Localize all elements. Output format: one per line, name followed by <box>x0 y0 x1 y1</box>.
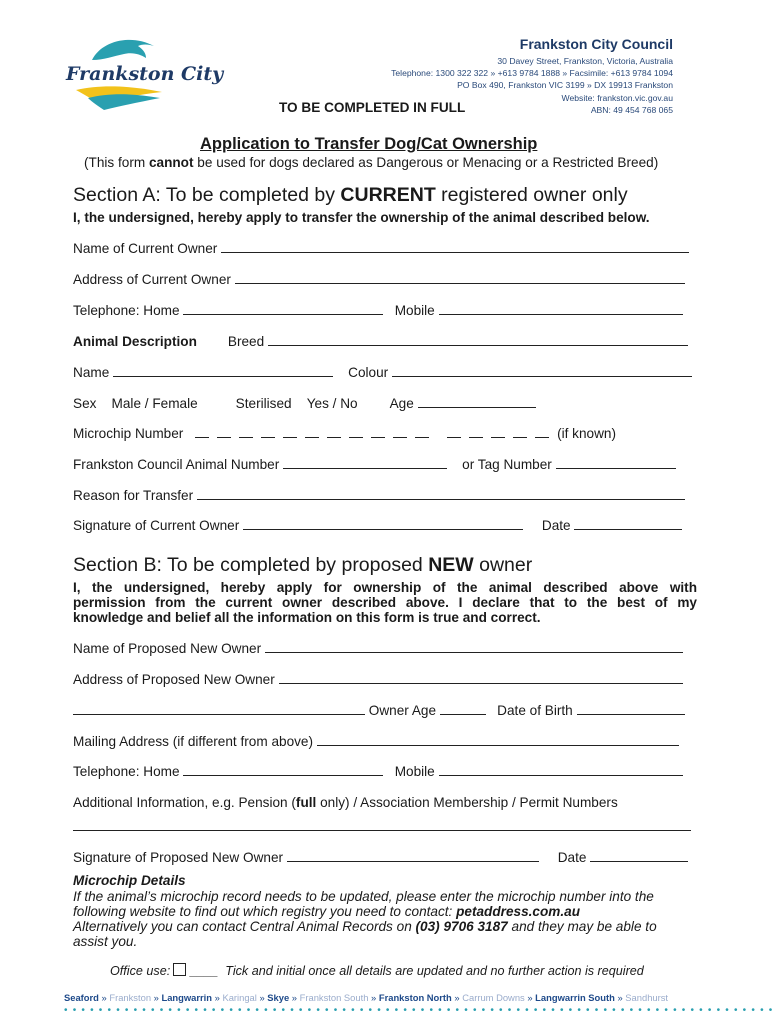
date-of-birth-field[interactable] <box>577 703 685 715</box>
current-owner-signature-row: Signature of Current Owner Date <box>73 518 682 533</box>
council-name: Frankston City Council <box>519 36 673 52</box>
tag-number-field[interactable] <box>556 457 676 469</box>
office-use-checkbox[interactable] <box>173 963 186 976</box>
section-b-declaration-1: I, the undersigned, hereby apply for ownership of the animal described above with <box>73 580 697 595</box>
current-owner-telephone-row: Telephone: Home Mobile <box>73 303 683 318</box>
suburb-langwarrin: Langwarrin <box>161 992 212 1003</box>
age-field[interactable] <box>418 396 536 408</box>
current-owner-name-field[interactable] <box>221 241 689 253</box>
council-abn: ABN: 49 454 768 065 <box>590 104 673 115</box>
animal-name-field[interactable] <box>113 365 333 377</box>
sex-sterilised-age-row: Sex Male / Female Sterilised Yes / No Age <box>73 396 536 411</box>
footer-dotted-divider: •••••••••••••••••••••••••••••••••••••••••••••••••••••••••••••••••••••••••••••••••• <box>64 1005 777 1016</box>
new-owner-name-row: Name of Proposed New Owner <box>73 641 683 656</box>
animal-name-row: Name Colour <box>73 365 692 380</box>
section-b-declaration-2: permission from the current owner described above. I declare that to the best of my <box>73 595 697 610</box>
reason-field[interactable] <box>197 488 685 500</box>
new-owner-address-line2-field[interactable] <box>73 703 365 715</box>
new-owner-mobile-field[interactable] <box>439 764 683 776</box>
microchip-details-heading: Microchip Details <box>73 873 186 888</box>
current-owner-signature-field[interactable] <box>243 518 523 530</box>
page-title: Application to Transfer Dog/Cat Ownership <box>200 135 538 153</box>
sex-options[interactable]: Male / Female <box>111 396 198 411</box>
new-owner-telephone-row: Telephone: Home Mobile <box>73 764 683 779</box>
sterilised-options[interactable]: Yes / No <box>306 396 358 411</box>
council-phone: Telephone: 1300 322 322 » +613 9784 1888 » Facsimile: +613 9784 1094 <box>391 68 673 79</box>
suburb-skye: Skye <box>267 992 290 1003</box>
section-a-declaration: I, the undersigned, hereby apply to transfer the ownership of the animal described below. <box>73 210 650 225</box>
additional-info-label: Additional Information, e.g. Pension (full only) / Association Membership / Permit Numbers <box>73 795 618 810</box>
section-a-heading: Section A: To be completed by CURRENT registered owner only <box>73 184 628 206</box>
central-animal-records-phone: (03) 9706 3187 <box>415 919 508 934</box>
new-owner-address-field[interactable] <box>279 672 683 684</box>
complete-in-full-notice: TO BE COMPLETED IN FULL <box>279 100 466 115</box>
new-owner-address-row: Address of Proposed New Owner <box>73 672 683 687</box>
new-owner-name-field[interactable] <box>265 641 683 653</box>
breed-field[interactable] <box>268 334 688 346</box>
new-owner-signature-field[interactable] <box>287 850 539 862</box>
section-b-declaration-3: knowledge and belief all the information on this form is true and correct. <box>73 610 541 625</box>
new-owner-age-dob-row: Owner Age Date of Birth <box>73 703 685 718</box>
current-owner-mobile-field[interactable] <box>439 303 683 315</box>
current-owner-address-field[interactable] <box>235 272 685 284</box>
microchip-details-line3: Alternatively you can contact Central Animal Records on (03) 9706 3187 and they may be able to <box>73 919 657 934</box>
suburb-langwarrin-south: Langwarrin South <box>535 992 615 1003</box>
new-owner-signature-row: Signature of Proposed New Owner Date <box>73 850 688 865</box>
council-animal-number-field[interactable] <box>283 457 447 469</box>
footer-suburbs: Seaford » Frankston » Langwarrin » Karingal » Skye » Frankston South » Frankston North » Carrum Downs » Langwarrin South » Sandhurst <box>64 992 669 1003</box>
suburb-frankston-south: Frankston South <box>299 992 369 1003</box>
microchip-details-line4: assist you. <box>73 934 138 949</box>
current-owner-name-row: Name of Current Owner <box>73 241 689 256</box>
suburb-frankston: Frankston <box>109 992 152 1003</box>
council-po: PO Box 490, Frankston VIC 3199 » DX 19913 Frankston <box>457 80 673 91</box>
council-number-row: Frankston Council Animal Number or Tag Number <box>73 457 676 472</box>
current-owner-date-field[interactable] <box>574 518 682 530</box>
animal-description-row: Animal Description Breed <box>73 334 688 349</box>
microchip-details-line2: following website to find out which registry you need to contact: petaddress.com.au <box>73 904 581 919</box>
council-website: Website: frankston.vic.gov.au <box>561 92 673 103</box>
wave-teal-icon <box>88 94 160 110</box>
petaddress-link[interactable]: petaddress.com.au <box>456 904 581 919</box>
reason-row: Reason for Transfer <box>73 488 685 503</box>
additional-info-row <box>73 819 691 834</box>
council-address: 30 Davey Street, Frankston, Victoria, Australia <box>497 56 673 66</box>
mailing-address-row: Mailing Address (if different from above) <box>73 734 679 749</box>
new-owner-date-field[interactable] <box>590 850 688 862</box>
microchip-row: Microchip Number (if known) <box>73 426 616 441</box>
additional-info-field[interactable] <box>73 819 691 831</box>
suburb-seaford: Seaford <box>64 992 99 1003</box>
mailing-address-field[interactable] <box>317 734 679 746</box>
suburb-sandhurst: Sandhurst <box>625 992 669 1003</box>
dolphin-icon <box>92 40 154 60</box>
owner-age-field[interactable] <box>440 703 486 715</box>
council-logo <box>62 32 224 112</box>
colour-field[interactable] <box>392 365 692 377</box>
current-owner-address-row: Address of Current Owner <box>73 272 685 287</box>
office-use-row: Office use: ____ Tick and initial once all details are updated and no further action is required <box>110 964 644 978</box>
new-owner-home-phone-field[interactable] <box>183 764 383 776</box>
page-subtitle: (This form cannot be used for dogs declared as Dangerous or Menacing or a Restricted Breed) <box>84 155 659 170</box>
current-owner-home-phone-field[interactable] <box>183 303 383 315</box>
suburb-carrum-downs: Carrum Downs <box>462 992 525 1003</box>
suburb-karingal: Karingal <box>222 992 257 1003</box>
microchip-digits[interactable] <box>195 426 557 441</box>
microchip-details-line1: If the animal’s microchip record needs to be updated, please enter the microchip number into the <box>73 889 654 904</box>
suburb-frankston-north: Frankston North <box>378 992 452 1003</box>
svg-text:Frankston City: Frankston City <box>66 63 224 85</box>
section-b-heading: Section B: To be completed by proposed NEW owner <box>73 554 533 576</box>
